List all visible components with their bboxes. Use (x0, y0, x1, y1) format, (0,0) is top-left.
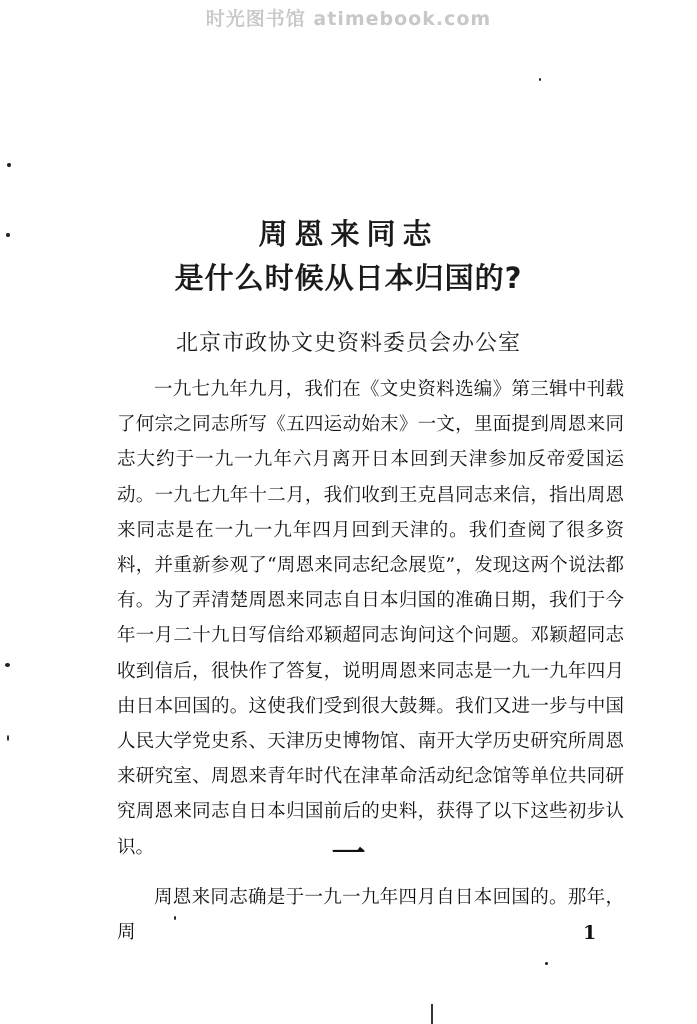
scan-speck (539, 78, 541, 81)
body-paragraph-2: 周恩来同志确是于一九一九年四月自日本回国的。那年，周 (117, 887, 624, 944)
author-line: 北京市政协文史资料委员会办公室 (175, 331, 521, 356)
scan-speck (545, 962, 548, 965)
scan-speck (5, 663, 10, 667)
scan-speck (174, 916, 176, 920)
body-paragraph-1: 一九七九年九月，我们在《文史资料选编》第三辑中刊载了何宗之同志所写《五四运动始末》一文，里面提到周恩来同志大约于一九一九年六月离开日本回到天津参加反帝爱国运动。一九七九年十二月，我们收到王克昌同志来信，指出周恩来同志是在一九一九年四月回到天津的。我们查阅了很多资料，并重新参观了“周恩来同志纪念展览”，发现这两个说法都有。为了弄清楚周恩来同志自日本归国的准确日期，我们于今年一月二十九日写信给邓颖超同志询问这个问题。邓颖超同志收到信后，很快作了答复，说明周恩来同志是一九一九年四月由日本回国的。这使我们受到很大鼓舞。我们又进一步与中国人民大学党史系、天津历史博物馆、南开大学历史研究所周恩来研究室、周恩来青年时代在津革命活动纪念馆等单位共同研究周恩来同志自日本归国前后的史料，获得了以下这些初步认识。 (117, 379, 624, 858)
page-number: 1 (583, 922, 597, 944)
article-title-line1: 周恩来同志 (258, 217, 439, 251)
scan-binding-line (431, 1004, 433, 1024)
watermark: 时光图书馆 atimebook.com (205, 8, 492, 30)
scan-speck (7, 735, 9, 741)
scan-speck (6, 233, 10, 237)
article-title-line2: 是什么时候从日本归国的? (174, 261, 523, 295)
section-number: 一 (331, 834, 366, 874)
scan-speck (7, 163, 11, 167)
